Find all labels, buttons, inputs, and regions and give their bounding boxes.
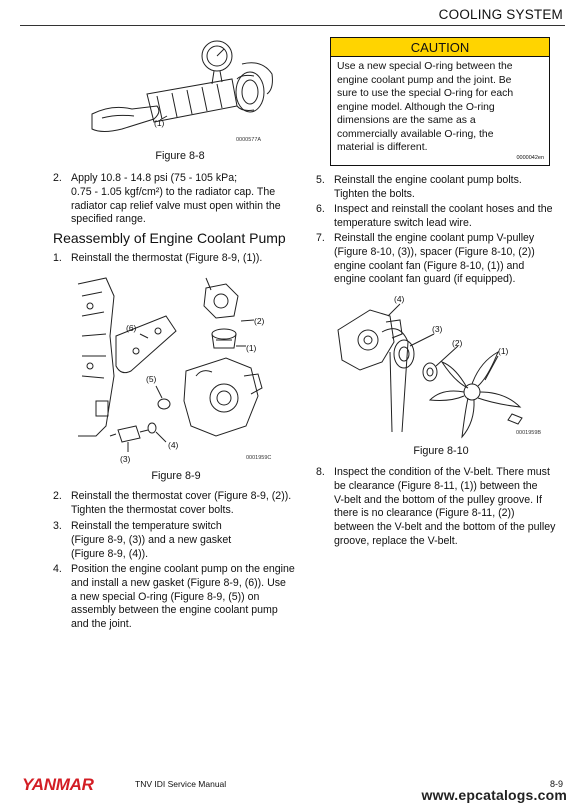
figure-8-10-illustration bbox=[330, 292, 550, 442]
figure-8-9-callout-4: (4) bbox=[168, 440, 179, 450]
figure-8-9-callout-2: (2) bbox=[254, 316, 265, 326]
step-number: 1. bbox=[53, 252, 62, 264]
caution-box bbox=[330, 37, 550, 166]
step-number: 6. bbox=[316, 203, 325, 215]
step-number: 7. bbox=[316, 232, 325, 244]
figure-8-8-caption: Figure 8-8 bbox=[155, 150, 205, 162]
figure-8-10-callout-3: (3) bbox=[432, 324, 443, 334]
figure-8-10-caption: Figure 8-10 bbox=[413, 445, 469, 457]
figure-8-9-callout-6: (6) bbox=[126, 323, 137, 333]
caution-title: CAUTION bbox=[331, 38, 549, 57]
figure-8-8-callout-1: (1) bbox=[154, 118, 165, 128]
step-item bbox=[316, 203, 571, 231]
step-item bbox=[53, 563, 315, 633]
step-number: 8. bbox=[316, 466, 325, 478]
figure-8-10-code: 0001959B bbox=[516, 430, 542, 436]
step-number: 2. bbox=[53, 172, 62, 184]
step-text: Position the engine coolant pump on the engine and install a new gasket (Figure 8-9, (6)). Use a new special O-ring (Figure 8-9, (5)) on assembly between the engine coolant pump and the joint. bbox=[71, 563, 295, 631]
figure-8-9-callout-5: (5) bbox=[146, 374, 157, 384]
figure-8-9-caption: Figure 8-9 bbox=[151, 470, 201, 482]
figure-8-9-code: 0001959C bbox=[246, 455, 272, 461]
step-text: Reinstall the engine coolant pump V-pulley (Figure 8-10, (3)), spacer (Figure 8-10, (2)) engine coolant fan (Figure 8-10, (1)) and engine coolant fan guard (if equipped). bbox=[334, 232, 535, 286]
step-item bbox=[316, 466, 574, 550]
yanmar-logo: YANMAR bbox=[22, 775, 94, 794]
figure-8-9-callout-3: (3) bbox=[120, 454, 131, 464]
step-number: 2. bbox=[53, 490, 62, 502]
figure-8-9-callout-1: (1) bbox=[246, 343, 257, 353]
step-item bbox=[316, 174, 566, 202]
step-item bbox=[316, 232, 571, 288]
step-text: Inspect the condition of the V-belt. There must be clearance (Figure 8-11, (1)) between the V-belt and the bottom of the pulley groove. If there is no clearance (Figure 8-11, (2)) between the V-belt and the bottom of the pulley groove, replace the V-belt. bbox=[334, 466, 556, 547]
step-item bbox=[53, 490, 315, 518]
page-header-title: COOLING SYSTEM bbox=[438, 7, 563, 22]
step-text: Inspect and reinstall the coolant hoses and the temperature switch lead wire. bbox=[334, 203, 553, 229]
step-text: Reinstall the thermostat (Figure 8-9, (1)). bbox=[71, 252, 263, 264]
step-number: 4. bbox=[53, 563, 62, 575]
figure-8-10-callout-2: (2) bbox=[452, 338, 463, 348]
figure-8-9-illustration bbox=[76, 276, 286, 466]
step-number: 5. bbox=[316, 174, 325, 186]
step-text: Apply 10.8 - 14.8 psi (75 - 105 kPa; 0.75 - 1.05 kgf/cm²) to the radiator cap. The radiator cap relief valve must open within the specified range. bbox=[71, 172, 281, 226]
caution-code: 0000042en bbox=[516, 154, 544, 161]
caution-text: Use a new special O-ring between the engine coolant pump and the joint. Be sure to use the special O-ring for each engine model. Although the O-ring dimensions are the same as a commercially available O-ring, the material is different. bbox=[337, 61, 514, 154]
header-divider bbox=[20, 25, 565, 26]
figure-8-10-callout-4: (4) bbox=[394, 294, 405, 304]
step-item bbox=[53, 252, 308, 268]
step-text: Reinstall the thermostat cover (Figure 8-9, (2)). Tighten the thermostat cover bolts. bbox=[71, 490, 292, 516]
figure-8-8-illustration bbox=[62, 34, 282, 144]
step-text: Reinstall the engine coolant pump bolts. Tighten the bolts. bbox=[334, 174, 522, 200]
figure-8-10-callout-1: (1) bbox=[498, 346, 509, 356]
page-number: 8-9 bbox=[549, 779, 563, 789]
footer-site-watermark: www.epcatalogs.com bbox=[421, 787, 567, 803]
step-item bbox=[53, 520, 315, 562]
section-heading: Reassembly of Engine Coolant Pump bbox=[53, 230, 286, 246]
figure-8-8-code: 0000577A bbox=[236, 137, 262, 143]
step-text: Reinstall the temperature switch (Figure 8-9, (3)) and a new gasket (Figure 8-9, (4)). bbox=[71, 520, 232, 560]
step-number: 3. bbox=[53, 520, 62, 532]
footer-manual-title: TNV IDI Service Manual bbox=[135, 779, 227, 789]
step-item bbox=[53, 172, 308, 224]
